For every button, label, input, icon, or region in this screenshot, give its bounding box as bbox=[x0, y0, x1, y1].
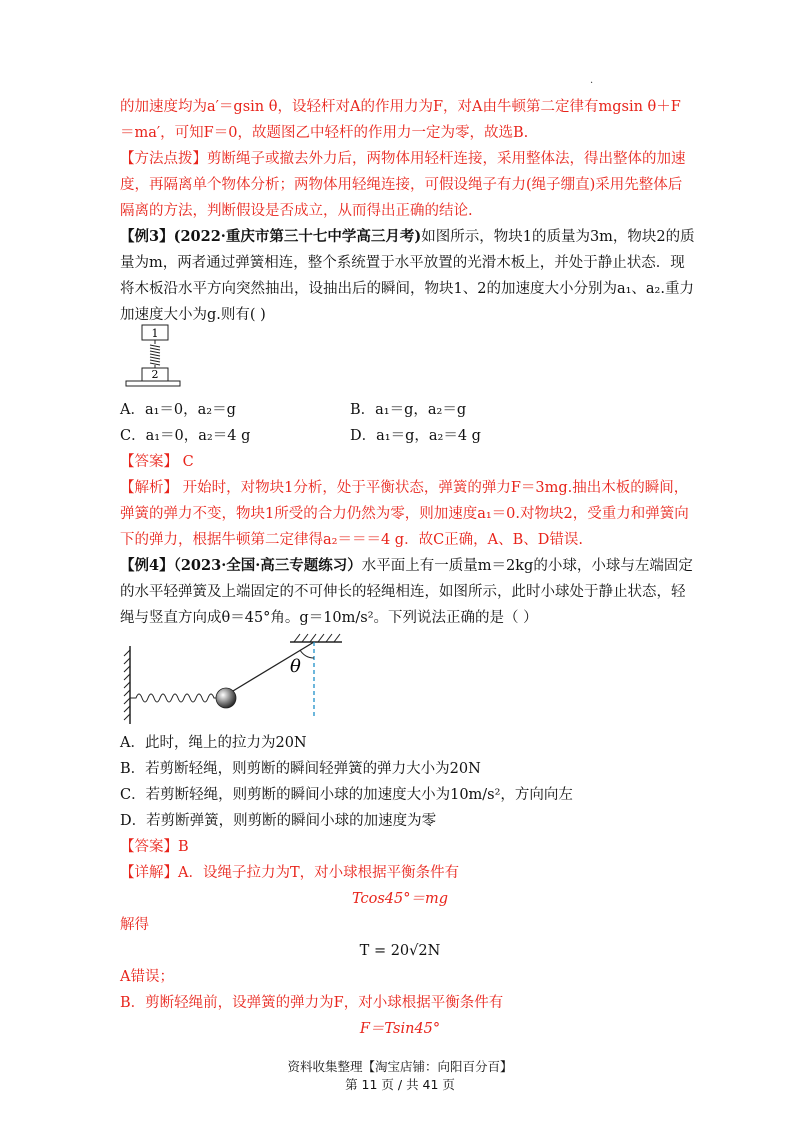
ex4-b-line-1: B．剪断轻绳前，设弹簧的弹力为F，对小球根据平衡条件有 bbox=[120, 995, 504, 1011]
ex3-answer: 【答案】 C bbox=[120, 454, 194, 470]
spring-rope-ball-figure bbox=[120, 632, 360, 724]
horizontal-spring bbox=[130, 694, 222, 702]
ex3-line-1 bbox=[120, 227, 760, 247]
ex4-line-1 bbox=[120, 556, 760, 576]
ex4-equation-2: T = 20√2N bbox=[359, 943, 441, 959]
ex4-option-d: D．若剪断弹簧，则剪断的瞬间小球的加速度为零 bbox=[120, 813, 437, 829]
ex4-line-3: 绳与竖直方向成θ＝45°角。g＝10m/s²。下列说法正确的是（ ） bbox=[120, 610, 538, 626]
ex3-source: (2022·重庆市第三十七中学高三月考) bbox=[173, 228, 422, 245]
footer-source: 资料收集整理【淘宝店铺：向阳百分百】 bbox=[287, 1059, 513, 1074]
ex4-line-2: 的水平轻弹簧及上端固定的不可伸长的轻绳相连，如图所示，此时小球处于静止状态，轻 bbox=[120, 584, 686, 600]
ex4-detail-line-1: 【详解】A．设绳子拉力为T，对小球根据平衡条件有 bbox=[120, 865, 460, 881]
ex4-a-wrong: A错误； bbox=[120, 969, 174, 985]
ex3-line-4: 加速度大小为g.则有( ) bbox=[120, 307, 266, 323]
ex4-solve-label: 解得 bbox=[120, 917, 149, 933]
ex3-label: 【例3】 bbox=[120, 228, 174, 245]
ex4-equation-1: Tcos45°＝mg bbox=[351, 891, 449, 907]
ex3-text-1: 如图所示，物块1的质量为3m，物块2的质 bbox=[421, 229, 695, 245]
ex4-answer: 【答案】B bbox=[120, 839, 189, 855]
spring-blocks-figure bbox=[124, 322, 184, 388]
ex3-line-2: 量为m，两者通过弹簧相连，整个系统置于水平放置的光滑木板上，并处于静止状态．现 bbox=[120, 255, 685, 271]
spring-coil bbox=[150, 340, 160, 368]
top-dot: · bbox=[590, 78, 594, 89]
ex3-analysis-line-3: 下的弹力，根据牛顿第二定律得a₂＝＝＝4 g．故C正确，A、B、D错误. bbox=[120, 532, 584, 548]
ex3-option-b: B．a₁＝g，a₂＝g bbox=[350, 402, 467, 418]
block-1-label: 1 bbox=[151, 327, 159, 340]
ex3-option-c: C．a₁＝0，a₂＝4 g bbox=[120, 428, 251, 444]
left-wall-hatch bbox=[124, 650, 130, 720]
cont-line-2: ＝ma′，可知F＝0，故题图乙中轻杆的作用力一定为零，故选B. bbox=[120, 125, 529, 141]
rope bbox=[228, 642, 314, 694]
ceiling-hatch bbox=[294, 634, 340, 642]
ex3-option-a: A．a₁＝0，a₂＝g bbox=[120, 402, 236, 418]
footer-page-number: 第 11 页 / 共 41 页 bbox=[345, 1077, 455, 1092]
ex4-text-1: 水平面上有一质量m＝2kg的小球，小球与左端固定 bbox=[361, 558, 693, 574]
ex4-option-c: C．若剪断轻绳，则剪断的瞬间小球的加速度大小为10m/s²，方向向左 bbox=[120, 787, 573, 803]
method-line-3: 隔离的方法，判断假设是否成立，从而得出正确的结论. bbox=[120, 203, 473, 219]
method-line-1: 【方法点拨】剪断绳子或撤去外力后，两物体用轻杆连接，采用整体法，得出整体的加速 bbox=[120, 151, 686, 167]
cont-line-1: 的加速度均为a′＝gsin θ，设轻杆对A的作用力为F，对A由牛顿第二定律有mgsin θ＋F bbox=[120, 99, 681, 115]
method-line-2: 度，再隔离单个物体分析；两物体用轻绳连接，可假设绳子有力(绳子绷直)采用先整体后 bbox=[120, 177, 683, 193]
block-2-label: 2 bbox=[151, 368, 159, 381]
ex3-option-d: D．a₁＝g，a₂＝4 g bbox=[350, 428, 481, 444]
ex3-analysis-line-1: 【解析】 开始时，对物块1分析，处于平衡状态，弹簧的弹力F＝3mg.抽出木板的瞬间， bbox=[120, 480, 689, 496]
ex4-option-a: A．此时，绳上的拉力为20N bbox=[120, 735, 307, 751]
ex3-analysis-line-2: 弹簧的弹力不变，物块1所受的合力仍然为零，则加速度a₁＝0.对物块2，受重力和弹簧向 bbox=[120, 506, 689, 522]
ex3-line-3: 将木板沿水平方向突然抽出，设抽出后的瞬间，物块1、2的加速度大小分别为a₁、a₂.重力 bbox=[120, 281, 694, 297]
ex4-label: 【例4】 bbox=[120, 557, 174, 574]
ex4-equation-3: F＝Tsin45° bbox=[359, 1021, 441, 1037]
ex4-source: （2023·全国·高三专题练习） bbox=[173, 557, 362, 574]
angle-arc bbox=[300, 650, 314, 658]
ball bbox=[216, 688, 236, 708]
board bbox=[126, 381, 180, 386]
ex4-option-b: B．若剪断轻绳，则剪断的瞬间轻弹簧的弹力大小为20N bbox=[120, 761, 481, 777]
theta-label: θ bbox=[290, 656, 301, 677]
